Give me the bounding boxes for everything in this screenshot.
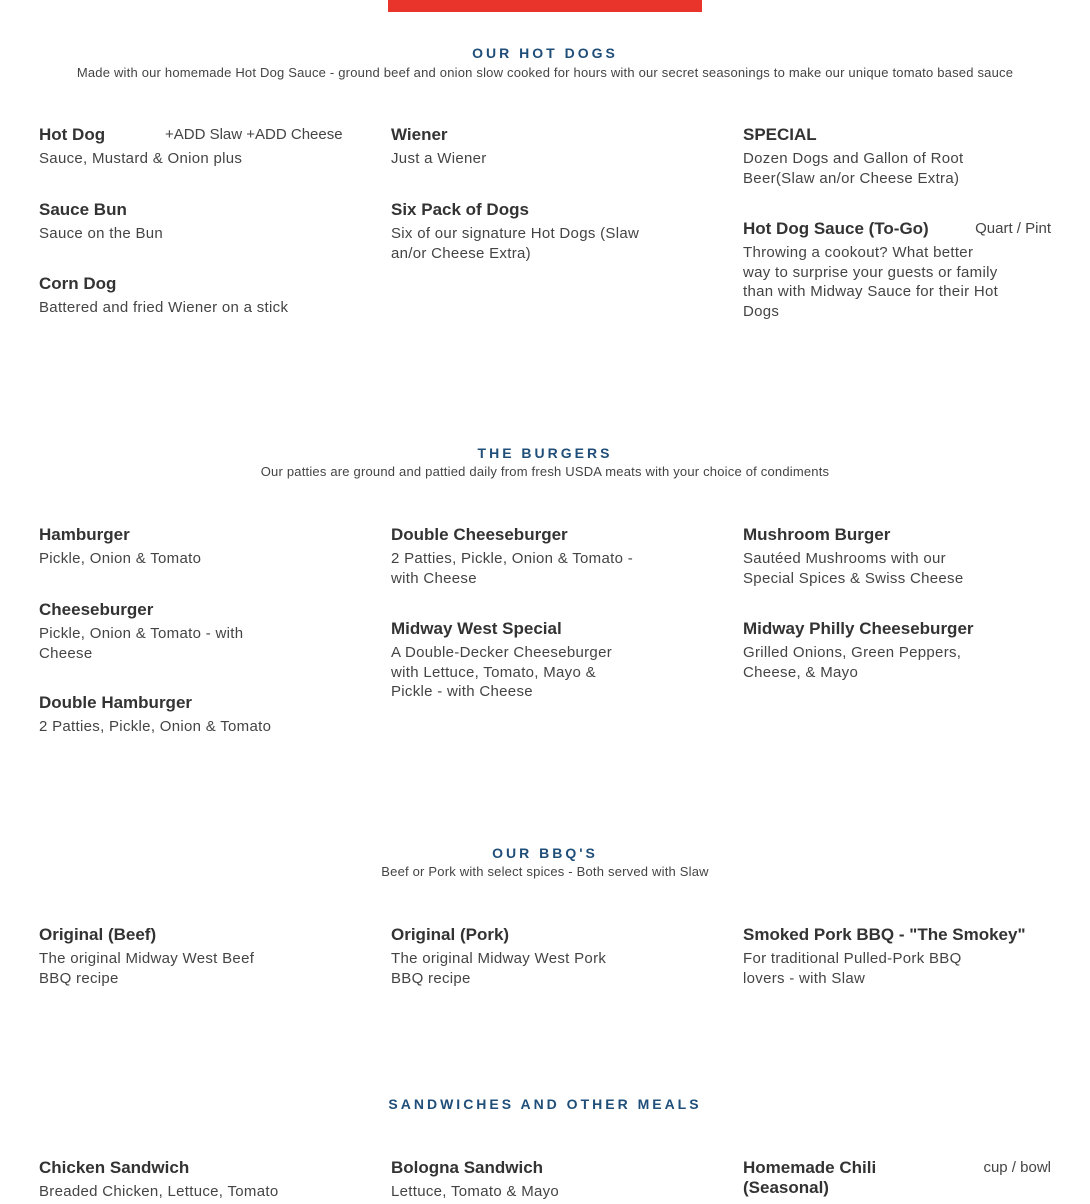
item-description: Throwing a cookout? What better way to surprise your guests or family than with Midway Sauce for their Hot Dogs bbox=[743, 244, 999, 320]
item-description: Just a Wiener bbox=[391, 150, 487, 167]
item-description: Battered and fried Wiener on a stick bbox=[39, 299, 289, 316]
menu-item bbox=[743, 619, 1043, 682]
item-name: Cheeseburger bbox=[39, 600, 154, 619]
item-price: Quart / Pint bbox=[975, 220, 1051, 237]
menu-item bbox=[39, 600, 289, 663]
item-name: Corn Dog bbox=[39, 274, 117, 293]
item-description: For traditional Pulled-Pork BBQ lovers - with Slaw bbox=[743, 950, 962, 987]
item-name: Midway West Special bbox=[391, 619, 562, 638]
item-name: Homemade Chili (Seasonal) bbox=[743, 1158, 877, 1197]
menu-item bbox=[391, 200, 656, 263]
menu-item bbox=[391, 125, 656, 169]
menu-item bbox=[39, 274, 289, 318]
item-description: Sautéed Mushrooms with our Special Spices & Swiss Cheese bbox=[743, 550, 964, 587]
section-title-bbq: OUR BBQ'S bbox=[492, 845, 598, 861]
item-description: Lettuce, Tomato & Mayo bbox=[391, 1183, 560, 1200]
item-price: +ADD Slaw +ADD Cheese bbox=[165, 126, 343, 143]
item-description: 2 Patties, Pickle, Onion & Tomato - with Cheese bbox=[391, 550, 633, 587]
item-name: Mushroom Burger bbox=[743, 525, 891, 544]
menu-item bbox=[743, 1158, 1051, 1198]
item-description: Pickle, Onion & Tomato bbox=[39, 550, 202, 567]
item-name: SPECIAL bbox=[743, 125, 817, 144]
item-description: A Double-Decker Cheeseburger with Lettuce, Tomato, Mayo & Pickle - with Cheese bbox=[391, 644, 613, 700]
item-name: Midway Philly Cheeseburger bbox=[743, 619, 974, 638]
menu-item bbox=[39, 125, 349, 169]
item-description: Sauce on the Bun bbox=[39, 225, 164, 242]
item-name: Wiener bbox=[391, 125, 448, 144]
item-description: Grilled Onions, Green Peppers, Cheese, & Mayo bbox=[743, 644, 962, 681]
item-name: Original (Beef) bbox=[39, 925, 157, 944]
section-title-hotdogs: OUR HOT DOGS bbox=[472, 45, 618, 61]
section-title-burgers: THE BURGERS bbox=[477, 445, 613, 461]
item-description: Six of our signature Hot Dogs (Slaw an/or Cheese Extra) bbox=[391, 225, 640, 262]
item-name: Sauce Bun bbox=[39, 200, 127, 219]
item-name: Original (Pork) bbox=[391, 925, 510, 944]
section-subtitle-bbq: Beef or Pork with select spices - Both served with Slaw bbox=[381, 864, 709, 879]
menu-item bbox=[39, 1158, 339, 1202]
menu-item bbox=[743, 125, 998, 188]
menu-item bbox=[743, 525, 993, 588]
menu-item bbox=[391, 525, 656, 588]
item-description: The original Midway West Pork BBQ recipe bbox=[391, 950, 607, 987]
item-name: Bologna Sandwich bbox=[391, 1158, 544, 1177]
item-name: Chicken Sandwich bbox=[39, 1158, 190, 1177]
item-description: The original Midway West Beef BBQ recipe bbox=[39, 950, 255, 987]
item-name: Hot Dog bbox=[39, 125, 106, 144]
item-name: Hot Dog Sauce (To-Go) bbox=[743, 219, 929, 238]
menu-item bbox=[743, 925, 1053, 988]
section-subtitle-hotdogs: Made with our homemade Hot Dog Sauce - ground beef and onion slow cooked for hours with our secret seasonings to make our unique tomato based sauce bbox=[76, 65, 1014, 80]
item-name: Smoked Pork BBQ - "The Smokey" bbox=[743, 925, 1026, 944]
item-description: Sauce, Mustard & Onion plus bbox=[39, 150, 243, 167]
section-title-sandwiches: SANDWICHES AND OTHER MEALS bbox=[388, 1096, 702, 1112]
menu-item bbox=[39, 925, 289, 988]
menu-item bbox=[39, 693, 299, 737]
menu-item bbox=[391, 619, 641, 702]
top-banner-bar bbox=[388, 0, 702, 12]
item-description: Pickle, Onion & Tomato - with Cheese bbox=[39, 625, 244, 662]
item-name: Double Hamburger bbox=[39, 693, 193, 712]
item-name: Double Cheeseburger bbox=[391, 525, 568, 544]
item-name: Six Pack of Dogs bbox=[391, 200, 529, 219]
menu-item bbox=[391, 1158, 656, 1202]
section-subtitle-burgers: Our patties are ground and pattied daily from fresh USDA meats with your choice of condiments bbox=[260, 464, 830, 479]
menu-item bbox=[391, 925, 641, 988]
item-description: Dozen Dogs and Gallon of Root Beer(Slaw an/or Cheese Extra) bbox=[743, 150, 964, 187]
menu-item bbox=[39, 525, 289, 569]
item-description: Breaded Chicken, Lettuce, Tomato bbox=[39, 1183, 279, 1200]
menu-item bbox=[743, 219, 1051, 321]
item-description: 2 Patties, Pickle, Onion & Tomato bbox=[39, 718, 272, 735]
item-price: cup / bowl bbox=[983, 1159, 1051, 1176]
menu-item bbox=[39, 200, 289, 244]
item-name: Hamburger bbox=[39, 525, 130, 544]
